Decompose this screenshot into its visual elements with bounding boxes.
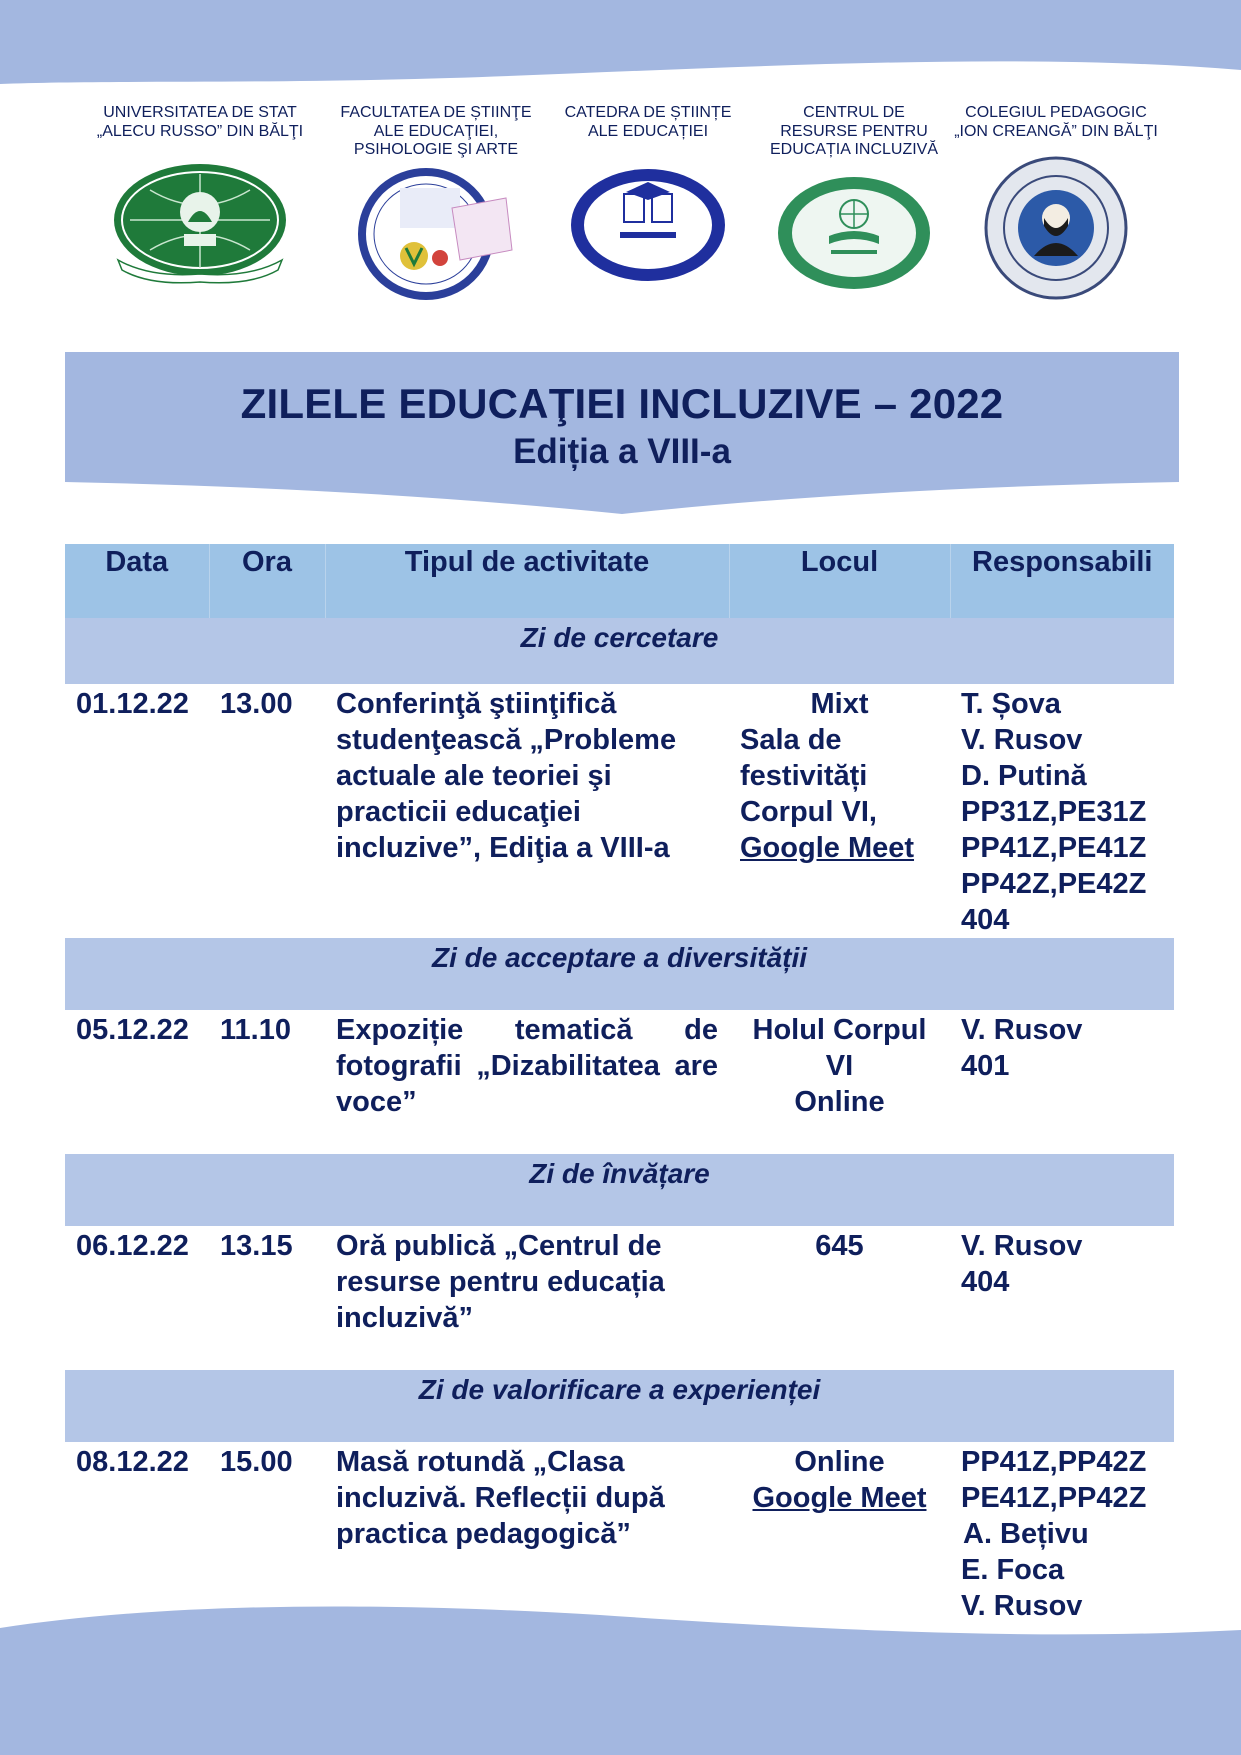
activity-line: incluzive”, Ediţia a VIII-a bbox=[336, 832, 670, 864]
google-meet-link[interactable]: Google Meet bbox=[752, 1482, 927, 1514]
logo-caption-line: CATEDRA DE ȘTIINȚE bbox=[564, 104, 732, 121]
cell-time: 15.00 bbox=[220, 1446, 293, 1478]
google-meet-link[interactable]: Google Meet bbox=[740, 832, 915, 864]
cell-activity bbox=[325, 684, 729, 938]
location-line: Online bbox=[794, 1086, 885, 1118]
cell-date: 01.12.22 bbox=[76, 688, 189, 720]
day-row bbox=[65, 618, 1174, 684]
location-line: festivități bbox=[740, 760, 868, 792]
header-date: Data bbox=[65, 544, 209, 618]
responsible-line: V. Rusov bbox=[961, 1230, 1083, 1262]
activity-line: resurse pentru educația bbox=[336, 1266, 665, 1298]
activity-line: practica pedagogică” bbox=[336, 1518, 631, 1550]
day-row bbox=[65, 1154, 1174, 1226]
location-line: VI bbox=[825, 1050, 854, 1082]
page-subtitle: Ediția a VIII-a bbox=[513, 432, 731, 471]
responsible-line: V. Rusov bbox=[961, 1014, 1083, 1046]
day-title: Zi de valorificare a experienței bbox=[65, 1370, 1174, 1442]
department-seal-icon bbox=[568, 166, 728, 284]
day-title: Zi de acceptare a diversității bbox=[65, 938, 1174, 1010]
logo-department bbox=[552, 104, 744, 141]
cell-location bbox=[729, 684, 950, 938]
logo-resource-center bbox=[760, 104, 948, 160]
logo-caption-line: ALE EDUCAŢIEI, bbox=[373, 122, 499, 140]
logo-caption-line: UNIVERSITATEA DE STAT bbox=[103, 104, 297, 121]
cell-time: 13.15 bbox=[220, 1230, 293, 1262]
cell-time: 13.00 bbox=[220, 688, 293, 720]
logo-college bbox=[950, 104, 1162, 141]
location-line: Corpul VI, bbox=[740, 796, 877, 828]
activity-line: studenţească „Probleme bbox=[336, 724, 677, 756]
logo-university bbox=[82, 104, 318, 141]
logo-caption-line: COLEGIUL PEDAGOGIC bbox=[965, 104, 1147, 121]
activity-line: Conferinţă ştiinţifică bbox=[336, 688, 617, 720]
responsible-line: V. Rusov bbox=[961, 1590, 1083, 1622]
responsible-line: D. Putină bbox=[961, 760, 1087, 792]
table-header-row bbox=[65, 544, 1174, 618]
responsible-line: V. Rusov bbox=[961, 724, 1083, 756]
table-row bbox=[65, 1226, 1174, 1370]
logo-caption-line: RESURSE PENTRU bbox=[780, 122, 928, 140]
logo-caption-line: ALE EDUCAȚIEI bbox=[587, 122, 709, 140]
schedule-table bbox=[65, 544, 1174, 1632]
cell-activity bbox=[325, 1226, 729, 1370]
logo-caption-line: PSIHOLOGIE ŞI ARTE bbox=[353, 141, 519, 158]
activity-line: Masă rotundă „Clasa bbox=[336, 1446, 625, 1478]
responsible-line: PP31Z,PE31Z bbox=[961, 796, 1147, 828]
location-line: Mixt bbox=[810, 688, 869, 720]
cell-location bbox=[729, 1226, 950, 1370]
header-time: Ora bbox=[209, 544, 325, 618]
cell-activity bbox=[325, 1442, 729, 1632]
responsible-line: PP41Z,PP42Z bbox=[961, 1446, 1147, 1478]
cell-time: 11.10 bbox=[220, 1014, 291, 1046]
cell-responsible bbox=[950, 1010, 1174, 1154]
logo-caption-line: CENTRUL DE bbox=[803, 104, 905, 121]
resource-center-seal-icon bbox=[775, 174, 933, 292]
header-responsible: Responsabili bbox=[950, 544, 1174, 618]
cell-date: 06.12.22 bbox=[76, 1230, 189, 1262]
location-line: Sala de bbox=[740, 724, 842, 756]
college-seal-icon bbox=[984, 156, 1128, 300]
cell-responsible bbox=[950, 1226, 1174, 1370]
cell-responsible bbox=[950, 1442, 1174, 1632]
cell-activity: Expoziție tematică de fotografii „Dizabilitatea are voce” bbox=[336, 1014, 718, 1118]
top-wave-decoration bbox=[0, 0, 1241, 90]
activity-line: incluzivă” bbox=[336, 1302, 473, 1334]
responsible-line: E. Foca bbox=[961, 1554, 1065, 1586]
cell-location bbox=[729, 1010, 950, 1154]
responsible-line: PE41Z,PP42Z bbox=[961, 1482, 1147, 1514]
cell-date: 05.12.22 bbox=[76, 1014, 189, 1046]
header-location: Locul bbox=[729, 544, 950, 618]
location-line: Online bbox=[794, 1446, 885, 1478]
logo-caption-line: EDUCAȚIA INCLUZIVĂ bbox=[769, 141, 939, 158]
responsible-line: A. Bețivu bbox=[963, 1518, 1089, 1550]
activity-line: incluzivă. Reflecții după bbox=[336, 1482, 665, 1514]
responsible-line: T. Șova bbox=[961, 688, 1061, 720]
title-banner bbox=[65, 352, 1179, 516]
table-row bbox=[65, 684, 1174, 938]
location-line: 645 bbox=[815, 1230, 864, 1262]
table-row bbox=[65, 1010, 1174, 1154]
logo-faculty bbox=[326, 104, 546, 160]
responsible-line: 401 bbox=[961, 1050, 1010, 1082]
day-row bbox=[65, 1370, 1174, 1442]
activity-line: actuale ale teoriei şi bbox=[336, 760, 612, 792]
logo-caption-line: „ION CREANGĂ” DIN BĂLŢI bbox=[954, 122, 1158, 140]
responsible-line: 404 bbox=[961, 1266, 1010, 1298]
table-row bbox=[65, 1442, 1174, 1632]
logos-row bbox=[0, 104, 1241, 304]
header-activity: Tipul de activitate bbox=[325, 544, 729, 618]
logo-caption-line: „ALECU RUSSO” DIN BĂLŢI bbox=[96, 122, 304, 140]
university-seal-icon bbox=[110, 160, 290, 290]
day-row bbox=[65, 938, 1174, 1010]
day-title: Zi de învățare bbox=[65, 1154, 1174, 1226]
responsible-line: PP41Z,PE41Z bbox=[961, 832, 1147, 864]
activity-line: Oră publică „Centrul de bbox=[336, 1230, 662, 1262]
responsible-line: 404 bbox=[961, 904, 1010, 936]
activity-line: practicii educaţiei bbox=[336, 796, 581, 828]
cell-responsible bbox=[950, 684, 1174, 938]
cell-location bbox=[729, 1442, 950, 1632]
faculty-seal-icon bbox=[356, 168, 516, 300]
cell-date: 08.12.22 bbox=[76, 1446, 189, 1478]
responsible-line: PP42Z,PE42Z bbox=[961, 868, 1147, 900]
page-title: ZILELE EDUCAŢIEI INCLUZIVE – 2022 bbox=[240, 380, 1004, 427]
logo-caption-line: FACULTATEA DE ȘTIINŢE bbox=[340, 104, 532, 121]
location-line: Holul Corpul bbox=[752, 1014, 927, 1046]
day-title: Zi de cercetare bbox=[65, 618, 1174, 684]
